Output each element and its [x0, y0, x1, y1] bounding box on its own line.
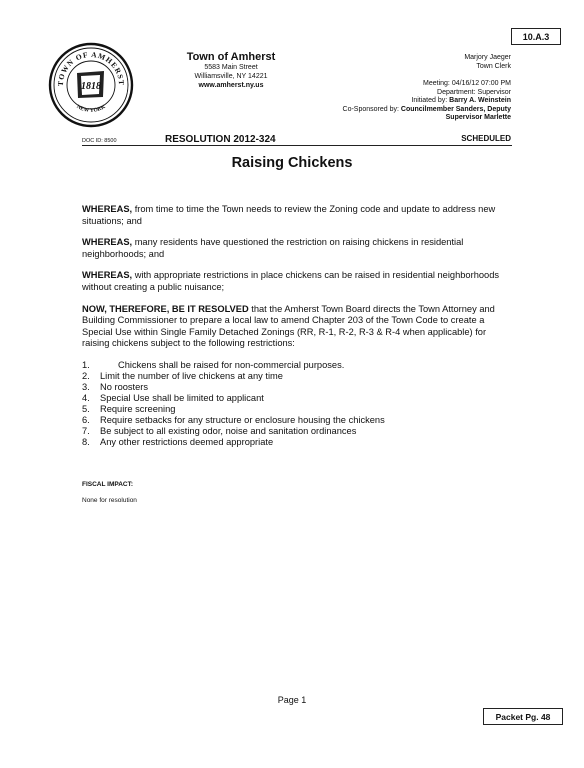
restrictions-list: [82, 360, 514, 448]
document-title: Raising Chickens: [231, 155, 353, 171]
list-item-number: 5.: [82, 403, 90, 414]
department-row: [343, 89, 511, 98]
meeting-row: [343, 80, 511, 89]
whereas-paragraph-3: [82, 270, 514, 293]
cosponsor-row-2: [343, 114, 511, 123]
fiscal-impact-label: FISCAL IMPACT:: [82, 481, 134, 488]
paragraph-text: from time to time the Town needs to review the Zoning code and update to address new situations; and: [82, 204, 496, 226]
paragraph-text: with appropriate restrictions in place chickens can be raised in residential neighborhoods without creating a public nuisance;: [82, 270, 500, 292]
list-item-number: 2.: [82, 370, 90, 381]
paragraph-lead: WHEREAS,: [82, 204, 133, 214]
meeting-value: 04/16/12 07:00 PM: [451, 80, 511, 87]
cosponsor-label: Co-Sponsored by:: [342, 105, 399, 113]
seal-bottom-text: NEW YORK: [75, 104, 107, 114]
initiated-row: [343, 97, 511, 106]
doc-id: DOC ID: 8500: [82, 138, 117, 144]
list-item-text: Require screening: [100, 403, 176, 414]
town-address: 5583 Main Street: [204, 64, 258, 71]
paragraph-lead: NOW, THEREFORE, BE IT RESOLVED: [82, 303, 249, 314]
clerk-title: Town Clerk: [476, 63, 511, 70]
list-item-number: 4.: [82, 392, 90, 403]
cosponsor-value-1: Councilmember Sanders, Deputy: [400, 105, 511, 113]
header-divider: [82, 145, 512, 146]
list-item-text: Be subject to all existing odor, noise and sanitation ordinances: [100, 425, 357, 436]
resolution-number: RESOLUTION 2012-324: [165, 134, 276, 145]
list-item-text: Any other restrictions deemed appropriate: [100, 436, 274, 447]
list-item-number: 3.: [82, 381, 90, 392]
list-item-number: 6.: [82, 414, 90, 425]
list-item-number: 8.: [82, 436, 90, 447]
town-website: www.amherst.ny.us: [198, 82, 264, 89]
paragraph-text: many residents have questioned the restriction on raising chickens in residential neighborhoods; and: [82, 237, 464, 259]
list-item: [82, 360, 514, 371]
meeting-info: [343, 80, 511, 123]
seal-top-text: TOWN OF AMHERST: [55, 49, 127, 87]
list-item: [82, 382, 514, 393]
list-item-text: Limit the number of live chickens at any time: [100, 370, 283, 381]
paragraph-lead: WHEREAS,: [82, 237, 133, 248]
list-item-text: Chickens shall be raised for non-commercial purposes.: [118, 359, 345, 370]
initiated-value: Barry A. Weinstein: [449, 97, 511, 105]
list-item-text: No roosters: [100, 381, 149, 392]
town-name: Town of Amherst: [186, 51, 276, 63]
list-item-text: Require setbacks for any structure or enclosure housing the chickens: [100, 414, 385, 425]
clerk-block: [464, 53, 511, 71]
list-item-text: Special Use shall be limited to applicant: [100, 392, 264, 403]
list-item-number: 7.: [82, 425, 90, 436]
resolution-body: [82, 204, 514, 448]
resolved-paragraph: [82, 304, 514, 350]
cosponsor-row: [343, 106, 511, 115]
list-item: [82, 404, 514, 415]
whereas-paragraph-1: [82, 204, 514, 227]
status-label: SCHEDULED: [461, 134, 511, 143]
initiated-label: Initiated by:: [411, 97, 448, 105]
list-item: [82, 437, 514, 448]
seal-year: 1818: [81, 81, 101, 92]
paragraph-text: that the Amherst Town Board directs the Town Attorney and Building Commissioner to prepare a local law to amend Chapter 203 of the Town Code to create a Special Use within Single Family Detached Zonings (RR, R-1, R-2, R-3 & R-4 when applicable) for raising chickens subject to the following restrictions:: [82, 303, 495, 349]
town-seal-icon: [46, 40, 136, 130]
town-city: Williamsville, NY 14221: [194, 73, 268, 80]
meeting-label: Meeting:: [423, 80, 450, 87]
list-item: [82, 393, 514, 404]
svg-text:NEW YORK: [75, 104, 107, 114]
clerk-name: Marjory Jaeger: [464, 54, 511, 61]
packet-page-tag: Packet Pg. 48: [483, 708, 563, 725]
page-number: Page 1: [277, 695, 307, 705]
town-header: [168, 51, 294, 90]
department-value: Supervisor: [477, 88, 511, 96]
page-tag: 10.A.3: [511, 28, 561, 45]
fiscal-impact-value: None for resolution: [82, 497, 137, 504]
list-item: [82, 415, 514, 426]
list-item-number: 1.: [82, 359, 90, 370]
list-item: [82, 426, 514, 437]
whereas-paragraph-2: [82, 237, 514, 260]
list-item: [82, 371, 514, 382]
cosponsor-value-2: Supervisor Marlette: [445, 114, 511, 122]
department-label: Department:: [437, 88, 476, 96]
paragraph-lead: WHEREAS,: [82, 270, 133, 281]
